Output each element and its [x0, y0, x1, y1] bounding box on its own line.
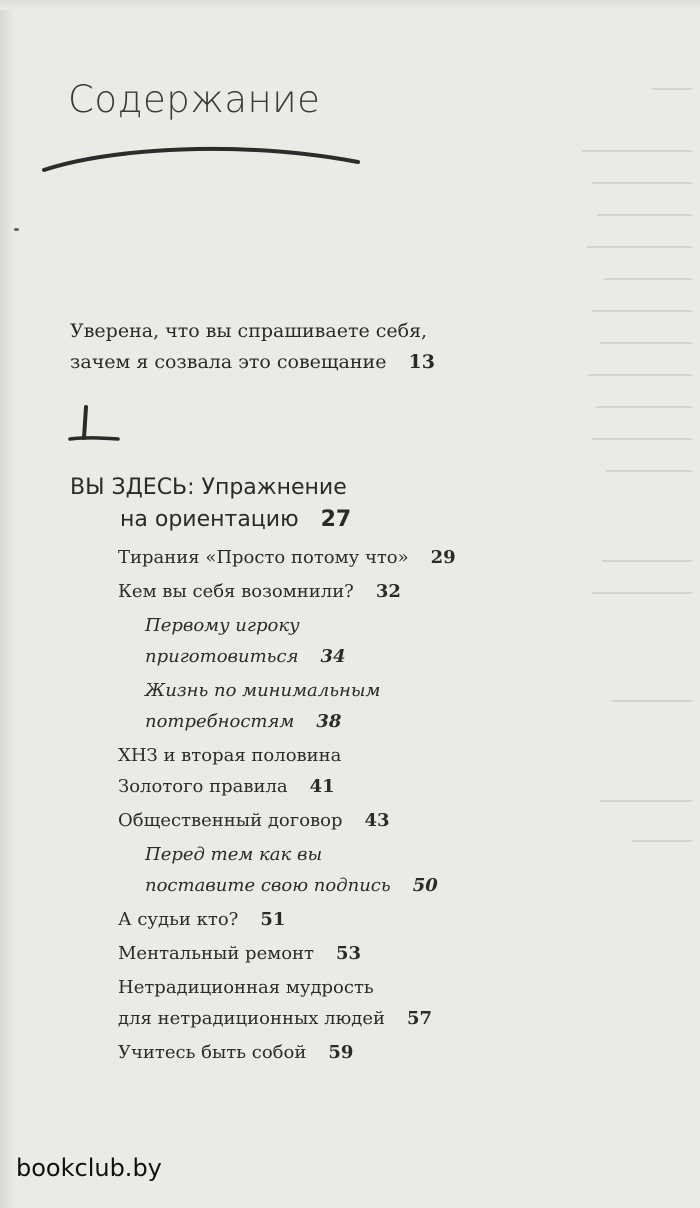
toc-entry[interactable] — [118, 1037, 638, 1068]
toc-entry[interactable] — [118, 740, 638, 802]
toc-entry-text: Общественный договор — [118, 810, 343, 831]
toc-entry-text: для нетрадиционных людей — [118, 1008, 385, 1029]
toc-entry[interactable] — [118, 904, 638, 935]
toc-entry[interactable] — [118, 938, 638, 969]
toc-entry-text: Первому игроку — [145, 615, 300, 636]
intro-line-2 — [70, 347, 435, 378]
toc-entry[interactable] — [118, 839, 638, 901]
chapter-heading[interactable] — [70, 472, 351, 536]
toc-entry-line — [145, 641, 638, 672]
part-one-mark — [64, 404, 124, 448]
toc-entry-page-number: 57 — [406, 1008, 433, 1029]
toc-entry-line — [118, 805, 638, 836]
toc-entry-text: Ментальный ремонт — [118, 943, 315, 964]
toc-entry[interactable] — [118, 675, 638, 737]
toc-entry-text: Тирания «Просто потому что» — [118, 547, 409, 568]
toc-entry-page-number: 50 — [412, 875, 438, 896]
toc-entry[interactable] — [118, 610, 638, 672]
part-mark-label: 1 — [64, 404, 65, 405]
toc-entry-text: А судьи кто? — [118, 909, 239, 930]
toc-entry[interactable] — [118, 576, 638, 607]
toc-entry-line — [118, 972, 638, 1003]
toc-entry-line — [145, 839, 638, 870]
toc-entry-line — [118, 904, 638, 935]
chapter-page-number: 27 — [320, 507, 352, 532]
toc-entry[interactable] — [118, 542, 638, 573]
toc-entry[interactable] — [118, 805, 638, 836]
toc-entry-line — [118, 740, 638, 771]
intro-entry[interactable] — [70, 316, 435, 378]
toc-entry-line — [145, 706, 638, 737]
toc-entry-line — [145, 675, 638, 706]
toc-entry-page-number: 34 — [320, 646, 346, 667]
chapter-line-2-text: на ориентацию — [120, 507, 299, 532]
toc-entry-line — [118, 1003, 638, 1034]
toc-entry-page-number: 51 — [260, 909, 286, 930]
toc-entry[interactable] — [118, 972, 638, 1034]
toc-entry-page-number: 32 — [375, 581, 401, 602]
toc-entry-text: Перед тем как вы — [145, 844, 323, 865]
toc-entry-page-number: 41 — [309, 776, 335, 797]
toc-entry-text: Учитесь быть собой — [118, 1042, 307, 1063]
toc-entry-page-number: 38 — [316, 711, 342, 732]
toc-entry-text: поставите свою подпись — [145, 875, 391, 896]
toc-entry-text: Кем вы себя возомнили? — [118, 581, 354, 602]
toc-entry-line — [118, 938, 638, 969]
toc-entry-page-number: 53 — [336, 943, 362, 964]
toc-entry-text: Золотого правила — [118, 776, 288, 797]
page-edge-shadow — [0, 0, 14, 1208]
toc-entry-text: приготовиться — [145, 646, 299, 667]
intro-line-2-text: зачем я созвала это совещание — [70, 351, 387, 373]
toc-entry-line — [145, 870, 638, 901]
chapter-line-1: ВЫ ЗДЕСЬ: Упражнение — [70, 475, 347, 500]
watermark-logo: bookclub.by — [16, 1154, 162, 1182]
ink-speck — [14, 228, 19, 231]
page-title: Содержание — [68, 78, 321, 121]
toc-entry-line — [118, 576, 638, 607]
toc-entry-text: Нетрадиционная мудрость — [118, 977, 374, 998]
toc-entry-text: потребностям — [145, 711, 295, 732]
toc-entry-text: Жизнь по минимальным — [145, 680, 381, 701]
toc-entry-line — [118, 1037, 638, 1068]
toc-entry-text: ХНЗ и вторая половина — [118, 745, 342, 766]
intro-line-1: Уверена, что вы спрашиваете себя, — [70, 320, 428, 342]
toc-entry-line — [118, 542, 638, 573]
toc-entry-page-number: 29 — [430, 547, 456, 568]
toc-entry-line — [118, 771, 638, 802]
toc-entry-page-number: 59 — [328, 1042, 354, 1063]
toc-entries — [118, 542, 638, 1071]
intro-page-number: 13 — [408, 351, 435, 373]
toc-entry-line — [145, 610, 638, 641]
toc-entry-page-number: 43 — [364, 810, 390, 831]
handwritten-underline-icon — [40, 138, 370, 178]
chapter-line-2 — [70, 504, 351, 536]
